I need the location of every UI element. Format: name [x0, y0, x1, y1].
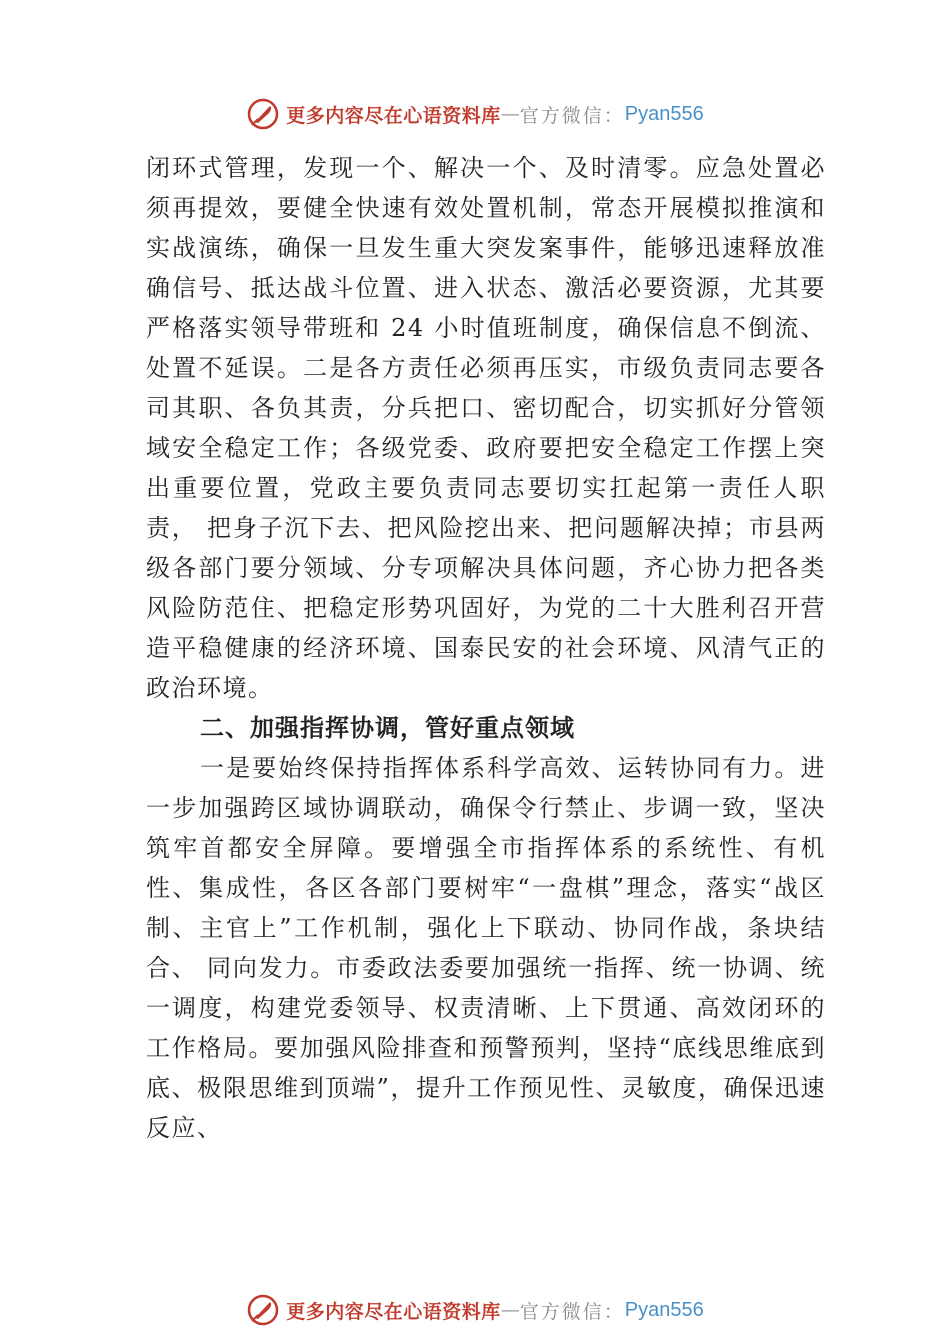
feather-pen-seal-icon — [246, 1293, 280, 1327]
watermark-site-name: 更多内容尽在心语资料库 — [286, 104, 501, 127]
watermark-separator: — — [500, 1299, 520, 1321]
watermark-wechat-label: 官方微信： — [519, 104, 625, 127]
watermark-wechat-id: Pyan556 — [624, 1298, 704, 1321]
watermark-separator: — — [500, 103, 520, 125]
watermark-wechat-label: 官方微信： — [519, 1300, 625, 1323]
watermark-site-name: 更多内容尽在心语资料库 — [286, 1300, 501, 1323]
footer-watermark — [0, 1290, 950, 1330]
watermark-wechat-id: Pyan556 — [624, 102, 704, 125]
paragraph-continuation: 闭环式管理，发现一个、解决一个、及时清零。应急处置必须再提效，要健全快速有效处置机制，常态开展模拟推演和实战演练，确保一旦发生重大突发案事件，能够迅速释放准确信号、抵达战斗位置、进入状态、激活必要资源，尤其要严格落实领导带班和 24 小时值班制度，确保信息不倒流、处置不延误。二是各方责任必须再压实，市级负责同志要各司其职、各负其责，分兵把口、密切配合，切实抓好分管领域安全稳定工作；各级党委、政府要把安全稳定工作摆上突出重要位置，党政主要负责同志要切实扛起第一责任人职责， 把身子沉下去、把风险挖出来、把问题解决掉；市县两级各部门要分领域、分专项解决具体问题，齐心协力把各类风险防范住、把稳定形势巩固好，为党的二十大胜利召开营造平稳健康的经济环境、国泰民安的社会环境、风清气正的政治环境。 — [146, 154, 826, 702]
paragraph-section-two: 一是要始终保持指挥体系科学高效、运转协同有力。进一步加强跨区域协调联动，确保令行禁止、步调一致，坚决筑牢首都安全屏障。要增强全市指挥体系的系统性、有机性、集成性，各区各部门要树牢“一盘棋”理念，落实“战区制、主官上”工作机制，强化上下联动、协同作战，条块结合、 同向发力。市委政法委要加强统一指挥、统一协调、统一调度，构建党委领导、权责清晰、上下贯通、高效闭环的工作格局。要加强风险排查和预警预判，坚持“底线思维底到底、极限思维到顶端”，提升工作预见性、灵敏度，确保迅速反应、 — [146, 754, 826, 1142]
feather-pen-seal-icon — [246, 97, 280, 131]
document-body — [146, 148, 826, 1148]
header-watermark — [0, 94, 950, 134]
section-heading: 二、加强指挥协调，管好重点领域 — [200, 714, 575, 742]
